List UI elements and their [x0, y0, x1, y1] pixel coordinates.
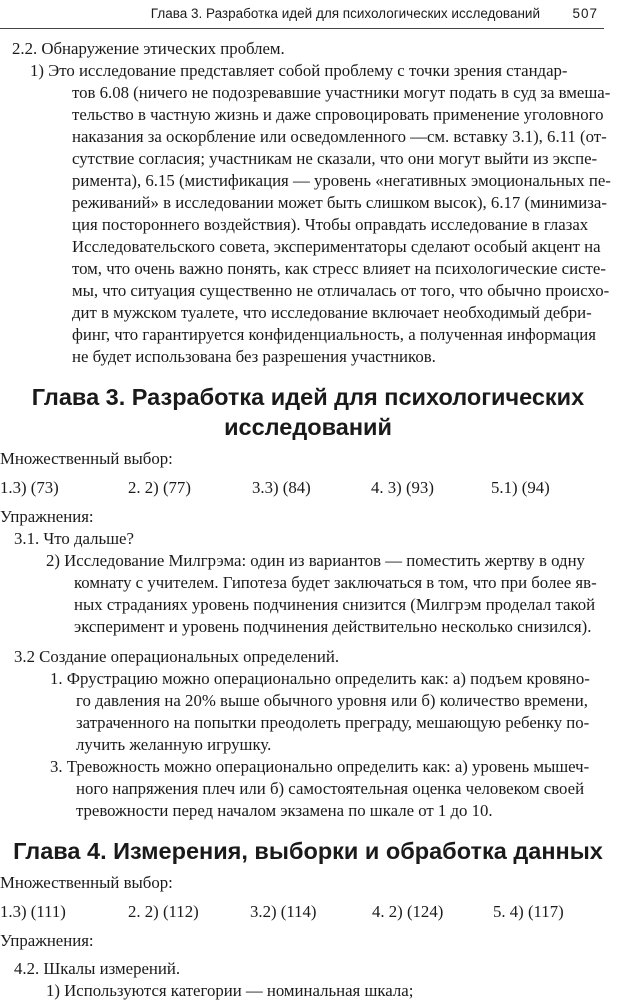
text-line: том, что очень важно понять, как стресс влияет на психологические систе- [72, 259, 606, 278]
text-line: ных страданиях уровень подчинения снизится (Милгрэм проделал такой [74, 595, 596, 614]
answer-item: 5.1) (94) [491, 478, 550, 497]
text-line: затраченного на попытки преодолеть преграду, мешающую ребенку по- [76, 713, 590, 732]
text-line: ция постороннего воздействия). Чтобы оправдать исследование в глазах [72, 215, 589, 234]
text-line: тов 6.08 (ничего не подозревавшие участники могут подать в суд за вмеша- [72, 83, 611, 102]
answer-item: 2. 2) (112) [128, 902, 199, 921]
answer-item: 1.3) (111) [0, 902, 66, 921]
header-rule [0, 28, 604, 29]
exercise-3-2-item-1: 1. Фрустрацию можно операционально определить как: а) подъем кровяно- [50, 669, 590, 688]
exercise-3-1-heading: 3.1. Что дальше? [14, 529, 134, 548]
text-line: комнату с учителем. Гипотеза будет заключаться в том, что при более яв- [74, 573, 597, 592]
text-line: реживаний» в исследовании может быть слишком высок), 6.17 (минимиза- [72, 193, 607, 212]
text-line: мы, что ситуация существенно не отличалась от того, что обычно происхо- [72, 281, 610, 300]
text-line: лучить желанную игрушку. [76, 735, 272, 754]
answer-item: 1.3) (73) [0, 478, 59, 497]
running-head [0, 2, 600, 26]
running-head-title: Глава 3. Разработка идей для психологических исследований [150, 6, 540, 21]
exercise-3-2-item-3: 3. Тревожность можно операционально определить как: а) уровень мышеч- [50, 757, 590, 776]
text-line: тельство в частную жизнь и даже спровоцировать применение уголовного [72, 105, 604, 124]
text-line: не будет использована без разрешения участников. [72, 347, 436, 366]
answer-item: 3.2) (114) [250, 902, 317, 921]
exercise-3-2-heading: 3.2 Создание операциональных определений. [14, 647, 340, 666]
text-line: сутствие согласия; участникам не сказали, что они могут выйти из экспе- [72, 149, 598, 168]
text-line: римента), 6.15 (мистификация — уровень «негативных эмоциональных пе- [72, 171, 611, 190]
exercise-4-2-heading: 4.2. Шкалы измерений. [14, 959, 181, 978]
text-line: наказания за оскорбление или осведомленного —см. вставку 3.1), 6.11 (от- [72, 127, 607, 146]
text-line: эксперимент и уровень подчинения действительно несколько снизился). [74, 617, 592, 636]
text-line: ного напряжения плеч или б) самостоятельная оценка человеком своей [76, 779, 585, 798]
answer-item: 3.3) (84) [252, 478, 311, 497]
answer-item: 4. 3) (93) [371, 478, 434, 497]
text-line: дит в мужском туалете, что исследование включает необходимый дебри- [72, 303, 592, 322]
text-line: тревожности перед началом экзамена по шкале от 1 до 10. [76, 801, 493, 820]
exercise-2-2-item-1: 1) Это исследование представляет собой проблему с точки зрения стандар- [30, 61, 568, 80]
answer-item: 2. 2) (77) [128, 478, 191, 497]
exercise-4-2-item-1: 1) Используются категории — номинальная шкала; [46, 981, 414, 1000]
text-line: го давления на 20% выше обычного уровня или б) количество времени, [76, 691, 588, 710]
chapter-4-exercises-label: Упражнения: [0, 931, 94, 950]
chapter-3-exercises-label: Упражнения: [0, 507, 94, 526]
answer-item: 4. 2) (124) [372, 902, 444, 921]
chapter-3-title-line-1: Глава 3. Разработка идей для психологических [31, 384, 585, 410]
chapter-4-mc-label: Множественный выбор: [0, 873, 173, 892]
page-body [0, 38, 616, 1002]
chapter-4-answers [0, 900, 616, 924]
exercise-3-1-item-2: 2) Исследование Милгрэма: один из вариантов — поместить жертву в одну [46, 551, 585, 570]
chapter-3-mc-label: Множественный выбор: [0, 449, 173, 468]
chapter-3-title-line-2: исследований [224, 414, 392, 440]
page-number: 507 [572, 6, 598, 21]
answer-item: 5. 4) (117) [493, 902, 564, 921]
text-line: Исследовательского совета, экспериментаторы сделают особый акцент на [72, 237, 601, 256]
chapter-4-title: Глава 4. Измерения, выборки и обработка данных [13, 838, 603, 864]
chapter-3-answers [0, 476, 616, 500]
text-line: финг, что гарантируется конфиденциальность, а полученная информация [72, 325, 596, 344]
exercise-2-2-heading: 2.2. Обнаружение этических проблем. [12, 39, 285, 58]
